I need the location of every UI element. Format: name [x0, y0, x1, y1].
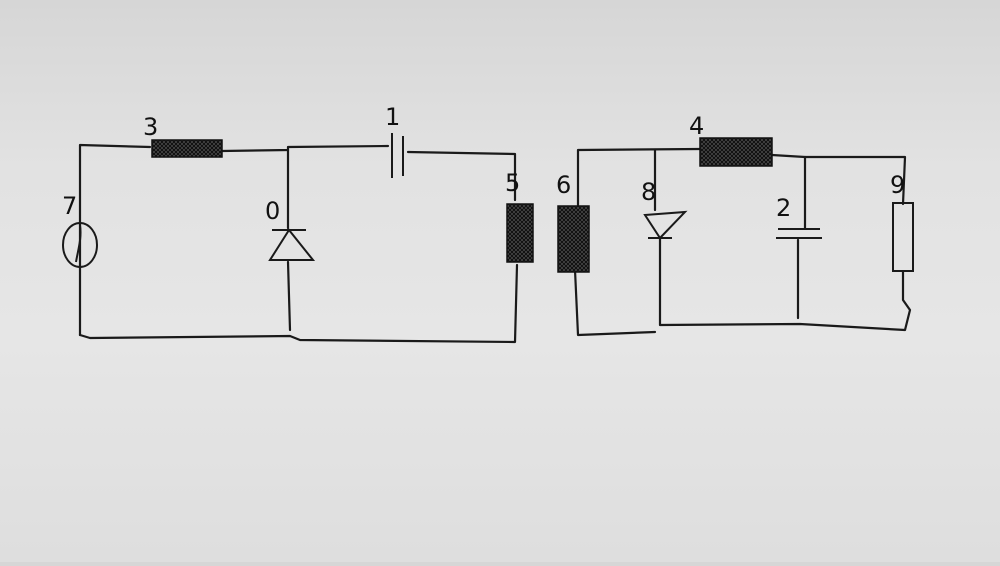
label-7: 7: [62, 192, 78, 220]
wire: [578, 149, 700, 205]
label-4: 4: [689, 112, 705, 140]
label-5: 5: [505, 169, 521, 197]
label-8: 8: [641, 178, 657, 206]
diode: [270, 230, 313, 260]
label-9: 9: [890, 171, 906, 199]
capacitor: [392, 133, 403, 178]
wire: [660, 238, 910, 330]
wire: [80, 265, 517, 342]
inductor-core: [558, 206, 589, 272]
diode: [645, 212, 685, 238]
label-2: 2: [776, 194, 792, 222]
wire: [288, 262, 290, 330]
label-1: 1: [385, 103, 401, 131]
label-3: 3: [143, 113, 159, 141]
label-6: 6: [556, 171, 572, 199]
inductor: [152, 140, 222, 157]
wire: [408, 152, 515, 200]
left-circuit: [63, 133, 533, 342]
label-0: 0: [265, 197, 281, 225]
inductor-core: [507, 204, 533, 262]
wire: [222, 146, 388, 151]
resistor: [893, 203, 913, 271]
right-circuit: [558, 138, 913, 335]
wire: [80, 145, 150, 335]
wire: [772, 155, 905, 204]
component-labels: [62, 103, 905, 225]
wire: [575, 270, 655, 335]
capacitor: [776, 229, 822, 238]
inductor: [700, 138, 772, 166]
